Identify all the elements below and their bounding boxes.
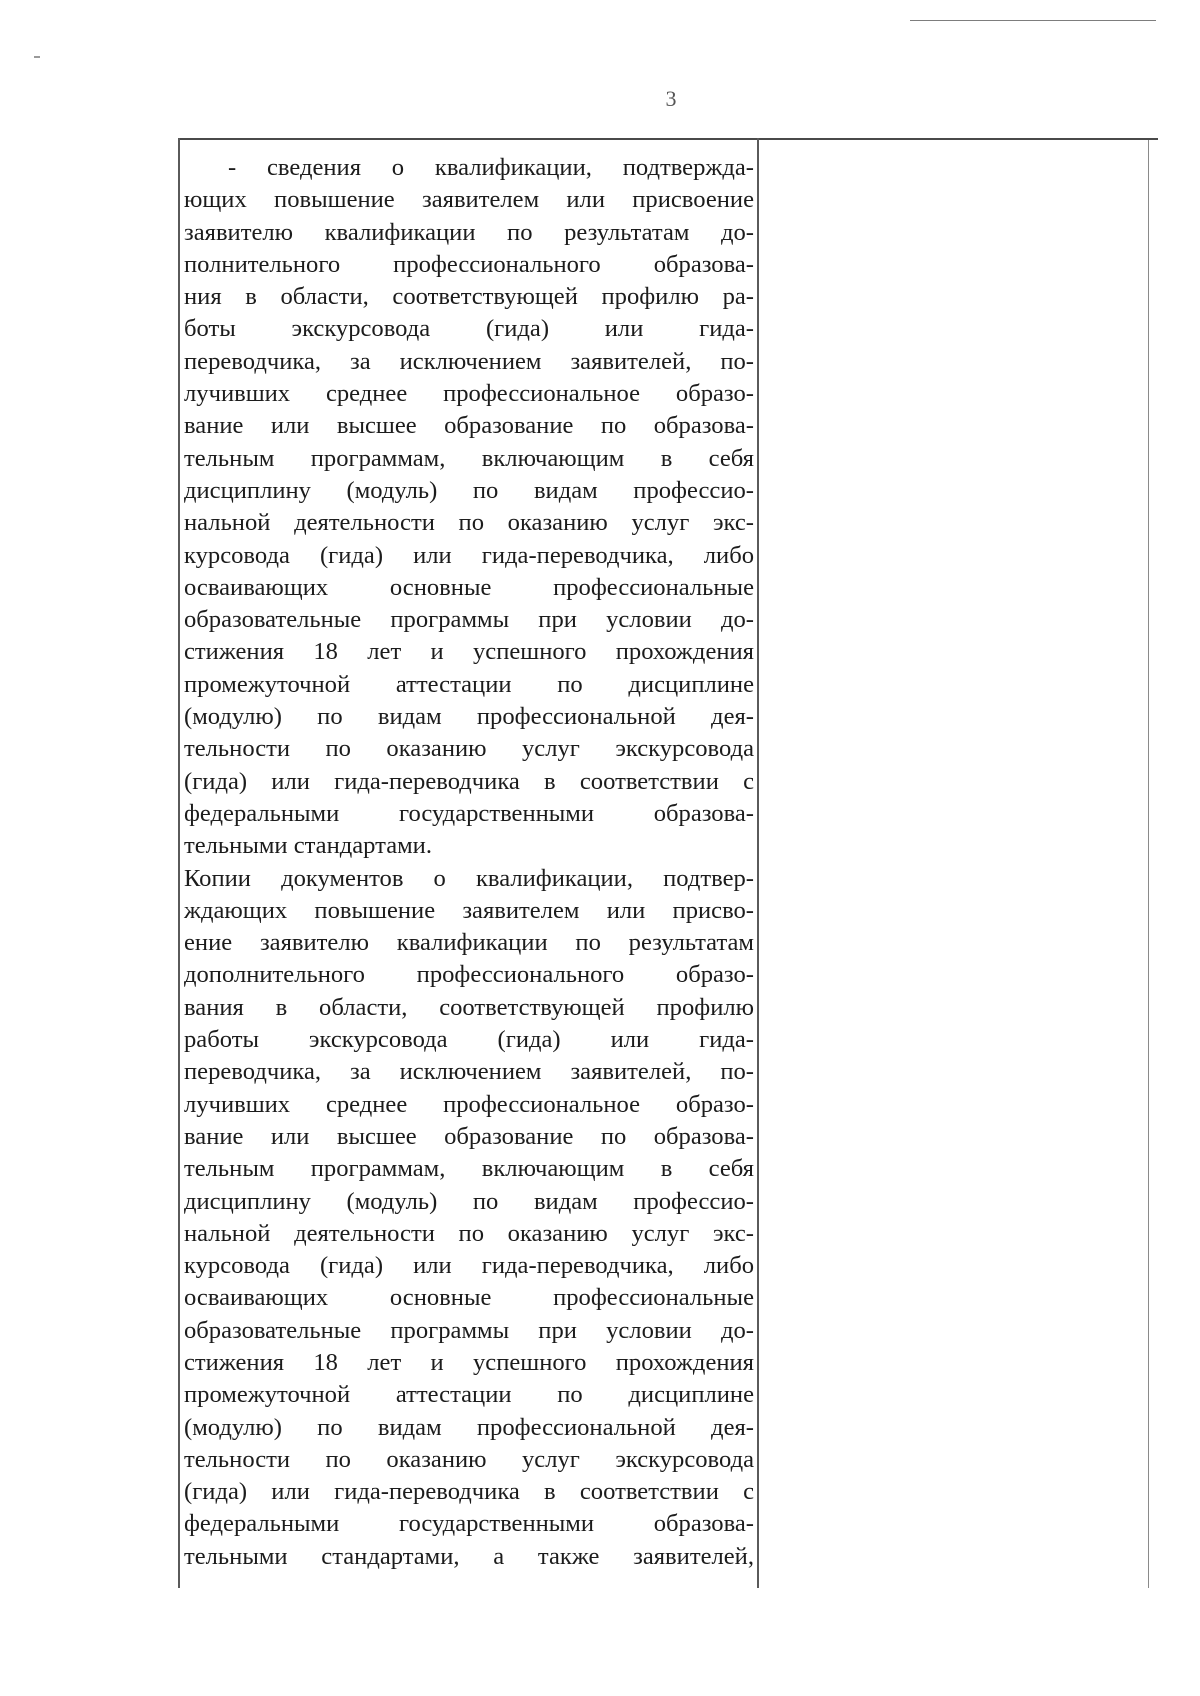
text-line: ение заявителю квалификации по результатам xyxy=(184,929,754,957)
text-line: Копии документов о квалификации, подтвер- xyxy=(184,864,754,892)
table-right-border xyxy=(1148,140,1149,1588)
page-number: 3 xyxy=(665,86,677,111)
text-line: ждающих повышение заявителем или присво- xyxy=(184,896,754,924)
text-line: лучивших среднее профессиональное образо- xyxy=(184,380,754,408)
text-line: нальной деятельности по оказанию услуг экс- xyxy=(184,509,754,537)
text-line: тельности по оказанию услуг экскурсовода xyxy=(184,1445,754,1473)
table-cell-left xyxy=(184,152,754,1573)
text-line: нальной деятельности по оказанию услуг экс- xyxy=(184,1219,754,1247)
text-line: лучивших среднее профессиональное образо- xyxy=(184,1090,754,1118)
text-line: осваивающих основные профессиональные xyxy=(184,1284,754,1312)
table-left-border xyxy=(178,138,180,1588)
text-line: образовательные программы при условии до- xyxy=(184,606,754,634)
text-line: дисциплину (модуль) по видам профессио- xyxy=(184,476,754,504)
text-line: стижения 18 лет и успешного прохождения xyxy=(184,638,754,666)
table-top-border xyxy=(178,138,1158,140)
text-line: курсовода (гида) или гида-переводчика, либо xyxy=(184,1252,754,1280)
text-line: вания в области, соответствующей профилю xyxy=(184,993,754,1021)
scan-artifact-line xyxy=(910,20,1156,21)
text-line: тельными стандартами. xyxy=(184,832,432,860)
text-line: (гида) или гида-переводчика в соответствии с xyxy=(184,767,754,795)
text-line: федеральными государственными образова- xyxy=(184,799,754,827)
text-line: переводчика, за исключением заявителей, по- xyxy=(184,1058,754,1086)
text-line: - сведения о квалификации, подтвержда- xyxy=(228,154,754,181)
text-line: ния в области, соответствующей профилю ра- xyxy=(184,283,754,311)
text-line: тельными стандартами, а также заявителей, xyxy=(184,1542,754,1570)
text-line: вание или высшее образование по образова- xyxy=(184,412,754,440)
text-line: ющих повышение заявителем или присвоение xyxy=(184,186,754,214)
text-line: переводчика, за исключением заявителей, по- xyxy=(184,347,754,375)
text-line: промежуточной аттестации по дисциплине xyxy=(184,670,754,698)
text-line: тельности по оказанию услуг экскурсовода xyxy=(184,735,754,763)
document-table xyxy=(178,138,1158,1588)
text-line: тельным программам, включающим в себя xyxy=(184,444,754,472)
paragraph-qualification-info xyxy=(184,152,754,863)
text-line: образовательные программы при условии до- xyxy=(184,1316,754,1344)
text-line: вание или высшее образование по образова- xyxy=(184,1122,754,1150)
text-line: стижения 18 лет и успешного прохождения xyxy=(184,1348,754,1376)
text-line: (модулю) по видам профессиональной дея- xyxy=(184,1413,754,1441)
text-line: полнительного профессионального образова- xyxy=(184,250,754,278)
text-line: боты экскурсовода (гида) или гида- xyxy=(184,315,754,343)
scan-artifact-speck xyxy=(34,56,40,58)
table-column-divider xyxy=(757,138,759,1588)
text-line: дисциплину (модуль) по видам профессио- xyxy=(184,1187,754,1215)
text-line: федеральными государственными образова- xyxy=(184,1510,754,1538)
text-line: тельным программам, включающим в себя xyxy=(184,1155,754,1183)
text-line: дополнительного профессионального образо- xyxy=(184,961,754,989)
text-line: работы экскурсовода (гида) или гида- xyxy=(184,1026,754,1054)
text-line: (гида) или гида-переводчика в соответствии с xyxy=(184,1478,754,1506)
text-line: осваивающих основные профессиональные xyxy=(184,573,754,601)
text-line: заявителю квалификации по результатам до- xyxy=(184,218,754,246)
text-line: (модулю) по видам профессиональной дея- xyxy=(184,703,754,731)
text-line: промежуточной аттестации по дисциплине xyxy=(184,1381,754,1409)
paragraph-document-copies xyxy=(184,863,754,1574)
text-line: курсовода (гида) или гида-переводчика, либо xyxy=(184,541,754,569)
